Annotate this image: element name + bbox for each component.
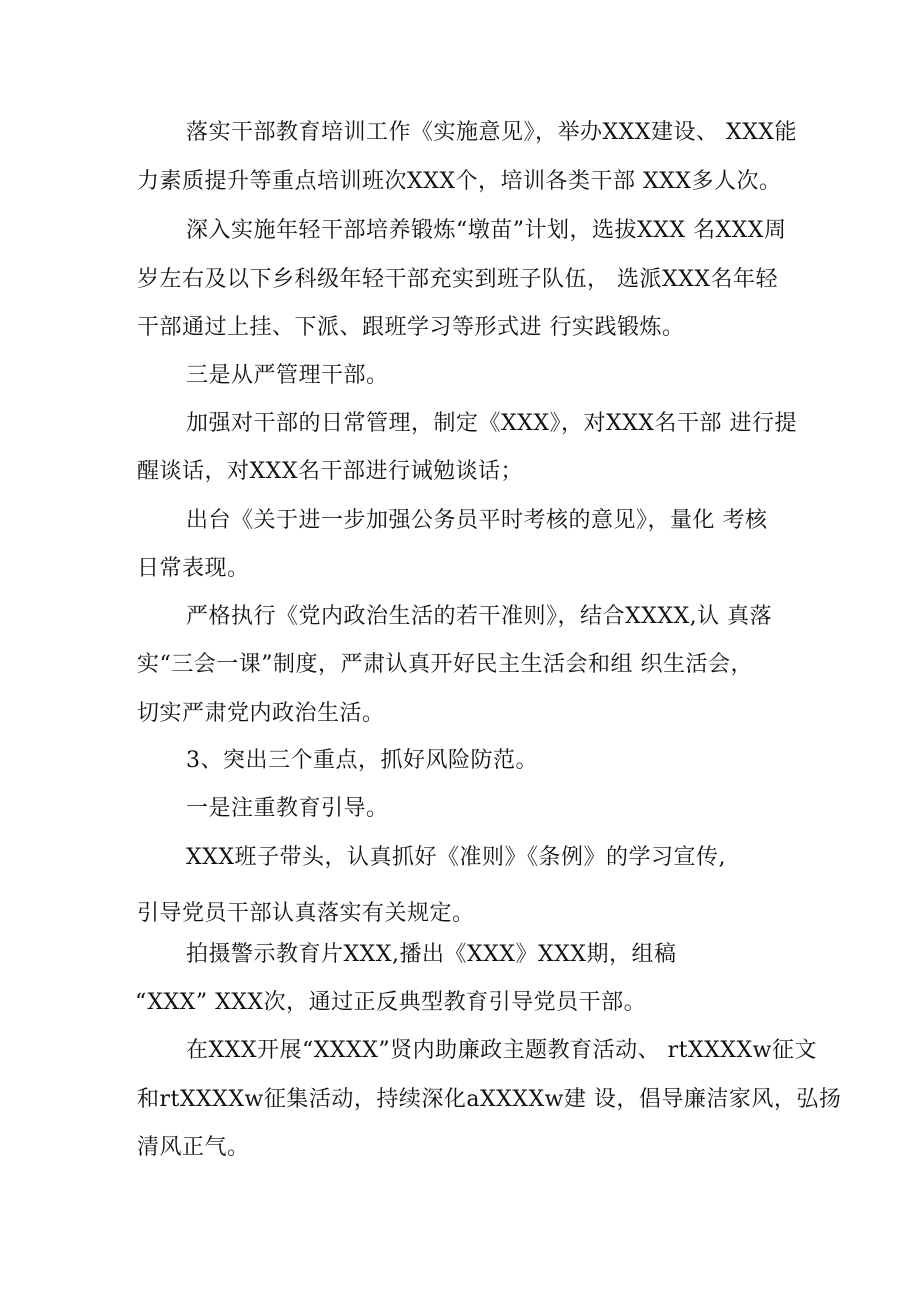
text-line: 日常表现。 (137, 556, 250, 581)
text-line: 醒谈话，对XXX名干部进行诫勉谈话； (137, 459, 523, 484)
text-line: 干部通过上挂、下派、跟班学习等形式进 行实践锻炼。 (137, 315, 685, 340)
text-line: 切实严肃党内政治生活。 (137, 701, 385, 726)
text-line: “XXX” XXX次，通过正反典型教育引导党员干部。 (135, 990, 647, 1015)
section-heading: 3、突出三个重点，抓好风险防范。 (186, 748, 538, 773)
text-line: 力素质提升等重点培训班次XXX个，培训各类干部 XXX多人次。 (137, 169, 782, 194)
text-line: 拍摄警示教育片XXX,播出《XXX》XXX期，组稿 (186, 942, 677, 967)
text-line: 和rtXXXXw征集活动，持续深化aXXXXw建 设，倡导廉洁家风，弘扬 (137, 1087, 842, 1112)
text-line: 深入实施年轻干部培养锻炼“墩苗”计划，选拔XXX 名XXX周 (186, 218, 787, 243)
text-line: XXX班子带头，认真抓好《准则》《条例》的学习宣传, (186, 845, 726, 870)
text-line: 加强对干部的日常管理，制定《XXX》，对XXX名干部 进行提 (186, 411, 797, 436)
text-line: 在XXX开展“XXXX”贤内助廉政主题教育活动、 rtXXXXw征文 (186, 1038, 817, 1063)
text-line: 落实干部教育培训工作《实施意见》，举办XXX建设、 XXX能 (186, 120, 797, 145)
text-line: 引导党员干部认真落实有关规定。 (137, 901, 475, 926)
text-line: 岁左右及以下乡科级年轻干部充实到班子队伍， 选派XXX名年轻 (137, 267, 778, 292)
text-line: 实“三会一课”制度，严肃认真开好民主生活会和组 织生活会， (137, 652, 753, 677)
text-line: 出台《关于进一步加强公务员平时考核的意见》，量化 考核 (186, 508, 768, 533)
text-line: 清风正气。 (137, 1135, 250, 1160)
section-heading: 一是注重教育引导。 (186, 796, 389, 821)
text-line: 严格执行《党内政治生活的若干准则》，结合XXXX,认 真落 (186, 604, 773, 629)
section-heading: 三是从严管理干部。 (186, 363, 389, 388)
